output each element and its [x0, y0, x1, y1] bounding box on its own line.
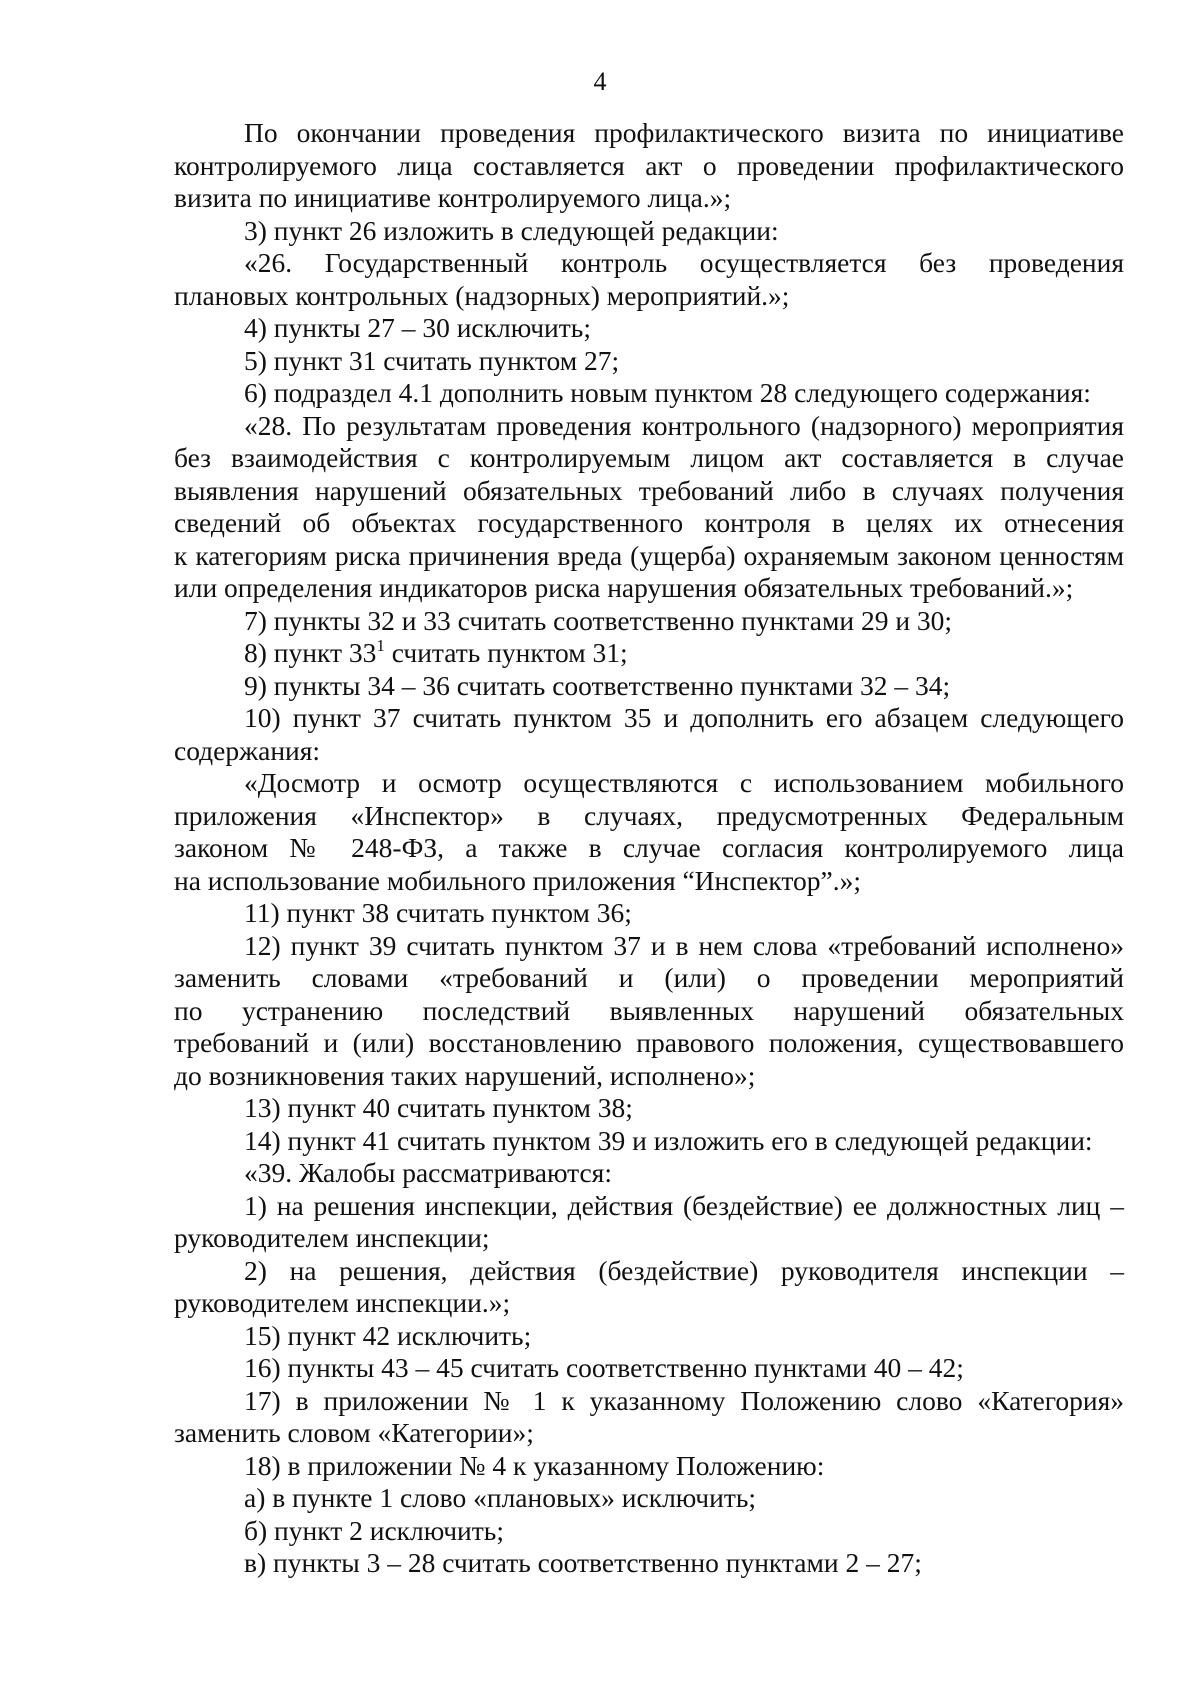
- text-line: [174, 1515, 1124, 1548]
- text-line: [174, 930, 1124, 963]
- text-line-content: 4) пункты 27 – 30 исключить;: [244, 312, 591, 343]
- text-line: [174, 1027, 1124, 1060]
- text-line-content: содержания:: [174, 734, 321, 766]
- text-line: [174, 312, 1124, 345]
- text-line-content: законом № 248-ФЗ, а также в случае согласия контролируемого лица: [174, 832, 1124, 863]
- text-line: [174, 1222, 1124, 1255]
- text-line: [174, 1352, 1124, 1385]
- text-line: [174, 670, 1124, 703]
- text-line-content: до возникновения таких нарушений, исполнено»;: [174, 1059, 756, 1091]
- text-line: [174, 1255, 1124, 1288]
- text-line: [174, 995, 1124, 1028]
- text-line: [174, 1060, 1124, 1093]
- text-line: [174, 605, 1124, 638]
- text-line-content: в) пункты 3 – 28 считать соответственно пунктами 2 – 27;: [244, 1547, 922, 1578]
- text-line-content: 12) пункт 39 считать пунктом 37 и в нем слова «требований исполнено»: [244, 929, 1124, 961]
- text-line-content: 7) пункты 32 и 33 считать соответственно пунктами 29 и 30;: [244, 604, 953, 636]
- text-line-content: руководителем инспекции.»;: [174, 1287, 511, 1318]
- text-line: [174, 832, 1124, 865]
- text-line: [174, 800, 1124, 833]
- text-line-content: заменить словами «требований и (или) о проведении мероприятий: [174, 962, 1124, 993]
- text-line: [174, 1157, 1124, 1190]
- document-body: [174, 117, 1124, 1580]
- text-line-continuation: считать пунктом 31;: [384, 637, 628, 668]
- text-line-content: заменить словом «Категории»;: [174, 1417, 534, 1448]
- text-line: [174, 735, 1124, 768]
- text-line-content: 9) пункты 34 – 36 считать соответственно пунктами 32 – 34;: [244, 669, 951, 701]
- text-line-content: 5) пункт 31 считать пунктом 27;: [244, 344, 620, 376]
- text-line: [174, 280, 1124, 313]
- text-line: [174, 1125, 1124, 1158]
- text-line: [174, 215, 1124, 248]
- text-line: [174, 897, 1124, 930]
- text-line-content: к категориям риска причинения вреда (ущерба) охраняемым законом ценностям: [174, 539, 1124, 571]
- text-line-content: плановых контрольных (надзорных) мероприятий.»;: [174, 279, 790, 311]
- text-line: [174, 865, 1124, 898]
- text-line: [174, 247, 1124, 280]
- text-line: [174, 345, 1124, 378]
- text-line: [174, 637, 1124, 670]
- text-line: [174, 1417, 1124, 1450]
- text-line-content: на использование мобильного приложения “Инспектор”.»;: [174, 864, 862, 896]
- text-line-content: 3) пункт 26 изложить в следующей редакции:: [244, 214, 779, 246]
- text-line: [174, 150, 1124, 183]
- text-line-content: выявления нарушений обязательных требований либо в случаях получения: [174, 474, 1124, 506]
- text-line-content: 17) в приложении № 1 к указанному Положению слово «Категория»: [244, 1384, 1124, 1416]
- text-line-content: 13) пункт 40 считать пунктом 38;: [244, 1092, 633, 1123]
- text-line: [174, 1320, 1124, 1353]
- text-line-content: 8) пункт 33: [244, 637, 377, 668]
- text-line-content: 6) подраздел 4.1 дополнить новым пунктом 28 следующего содержания:: [244, 377, 1091, 408]
- text-line-content: или определения индикаторов риска нарушения обязательных требований.»;: [174, 572, 1074, 603]
- text-line-content: визита по инициативе контролируемого лица.»;: [174, 182, 732, 213]
- text-line-content: а) в пункте 1 слово «плановых» исключить;: [244, 1482, 757, 1513]
- text-line: [174, 182, 1124, 215]
- text-line-content: По окончании проведения профилактического визита по инициативе: [244, 117, 1124, 148]
- text-line-content: «Досмотр и осмотр осуществляются с использованием мобильного: [244, 767, 1124, 798]
- text-line: [174, 507, 1124, 540]
- text-line-content: «26. Государственный контроль осуществляется без проведения: [244, 247, 1124, 278]
- text-line-content: 2) на решения, действия (бездействие) руководителя инспекции –: [244, 1254, 1124, 1286]
- text-line-content: руководителем инспекции;: [174, 1222, 490, 1253]
- text-line-content: 10) пункт 37 считать пунктом 35 и дополнить его абзацем следующего: [244, 702, 1124, 733]
- text-line-content: 11) пункт 38 считать пунктом 36;: [244, 897, 632, 928]
- text-line-content: по устранению последствий выявленных нарушений обязательных: [174, 994, 1124, 1026]
- text-line: [174, 702, 1124, 735]
- text-line: [174, 572, 1124, 605]
- text-line-content: б) пункт 2 исключить;: [244, 1514, 504, 1546]
- text-line: [174, 1190, 1124, 1223]
- text-line: [174, 1482, 1124, 1515]
- text-line: [174, 767, 1124, 800]
- text-line-content: 15) пункт 42 исключить;: [244, 1319, 532, 1351]
- text-line-content: «39. Жалобы рассматриваются:: [244, 1157, 612, 1188]
- text-line-content: 1) на решения инспекции, действия (бездействие) ее должностных лиц –: [244, 1189, 1124, 1221]
- text-line: [174, 410, 1124, 443]
- text-line: [174, 1092, 1124, 1125]
- text-line-content: контролируемого лица составляется акт о проведении профилактического: [174, 149, 1124, 181]
- text-line: [174, 475, 1124, 508]
- text-line-content: требований и (или) восстановлению правового положения, существовавшего: [174, 1027, 1124, 1058]
- text-line: [174, 1287, 1124, 1320]
- text-line-content: «28. По результатам проведения контрольного (надзорного) мероприятия: [244, 409, 1124, 441]
- text-line: [174, 1547, 1124, 1580]
- text-line: [174, 540, 1124, 573]
- text-line-content: сведений об объектах государственного контроля в целях их отнесения: [174, 507, 1124, 538]
- text-line: [174, 377, 1124, 410]
- page-number: 4: [593, 67, 607, 96]
- text-line-content: 16) пункты 43 – 45 считать соответственно пунктами 40 – 42;: [244, 1352, 964, 1383]
- superscript-number: 1: [376, 636, 385, 655]
- text-line: [174, 962, 1124, 995]
- text-line: [174, 1450, 1124, 1483]
- text-line-content: без взаимодействия с контролируемым лицом акт составляется в случае: [174, 442, 1124, 473]
- text-line: [174, 442, 1124, 475]
- text-line-content: приложения «Инспектор» в случаях, предусмотренных Федеральным: [174, 799, 1124, 831]
- text-line: [174, 1385, 1124, 1418]
- text-line-content: 14) пункт 41 считать пунктом 39 и изложить его в следующей редакции:: [244, 1124, 1093, 1156]
- text-line: [174, 117, 1124, 150]
- text-line-content: 18) в приложении № 4 к указанному Положению:: [244, 1449, 825, 1481]
